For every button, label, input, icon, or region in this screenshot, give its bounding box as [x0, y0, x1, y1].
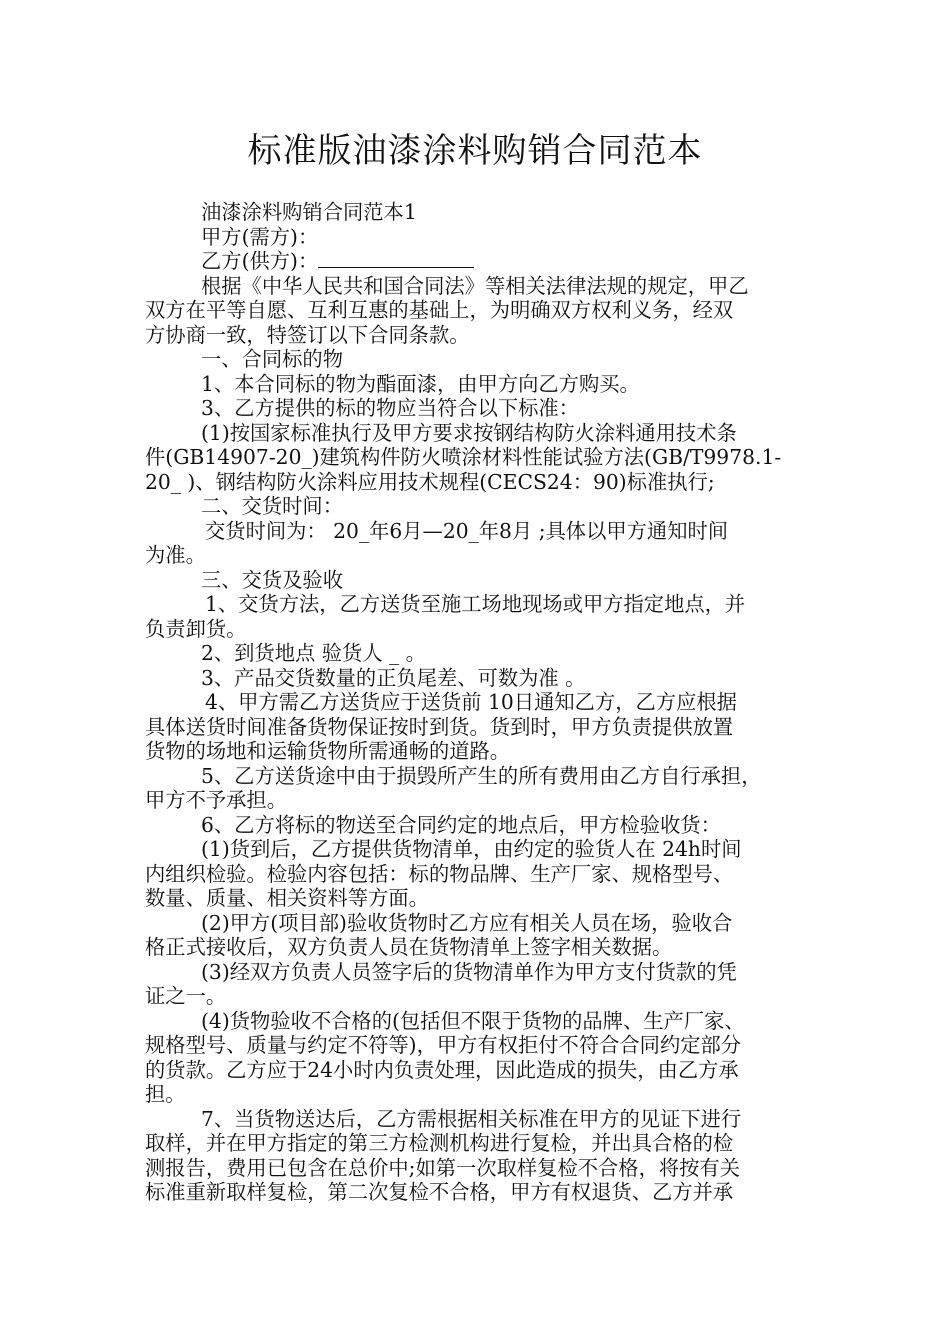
section-heading: 一、合同标的物 [201, 347, 343, 371]
paragraph-line: 规格型号、质量与约定不符等)，甲方有权拒付不符合合同约定部分 [145, 1033, 742, 1057]
paragraph-line: (2)甲方(项目部)验收货物时乙方应有相关人员在场，验收合 [201, 910, 733, 935]
paragraph-line: 货物的场地和运输货物所需通畅的道路。 [145, 739, 511, 763]
paragraph-line: (3)经双方负责人员签字后的货物清单作为甲方支付货款的凭 [201, 959, 737, 984]
party-b-line [145, 249, 820, 274]
paragraph-line: 标准重新取样复检，第二次复检不合格，甲方有权退货、乙方并承 [145, 1180, 734, 1204]
paragraph-line: 双方在平等自愿、互利互惠的基础上，为明确双方权利义务，经双 [145, 298, 734, 322]
paragraph-line: 件(GB14907-20_)建筑构件防火喷涂材料性能试验方法(GB/T9978.1- [145, 445, 782, 469]
section-heading: 三、交货及验收 [201, 567, 343, 592]
paragraph-line: 负责卸货。 [145, 616, 247, 641]
paragraph-line: 甲方不予承担。 [145, 788, 287, 812]
paragraph-line: 取样，并在甲方指定的第三方检测机构进行复检，并出具合格的检 [145, 1131, 734, 1155]
document-body [145, 200, 820, 1205]
paragraph-line: (1)货到后，乙方提供货物清单，由约定的验货人在 24h时间 [201, 837, 742, 861]
document-title: 标准版油漆涂料购销合同范本 [247, 131, 703, 171]
paragraph-line: 数量、质量、相关资料等方面。 [145, 886, 429, 910]
paragraph-line: 根据《中华人民共和国合同法》等相关法律法规的规定，甲乙 [201, 273, 749, 298]
paragraph-line: 6、乙方将标的物送至合同约定的地点后，甲方检验收货： [201, 812, 721, 837]
paragraph-line: 交货时间为： 20_年6月—20_年8月 ;具体以甲方通知时间 [205, 518, 729, 543]
paragraph-line: 具体送货时间准备货物保证按时到货。货到时，甲方负责提供放置 [145, 714, 734, 739]
paragraph-line: 4、甲方需乙方送货应于送货前 10日通知乙方，乙方应根据 [205, 690, 737, 714]
paragraph-line: (1)按国家标准执行及甲方要求按钢结构防火涂料通用技术条 [201, 420, 737, 445]
paragraph-line: 3、乙方提供的标的物应当符合以下标准： [201, 396, 579, 420]
paragraph-line: 证之一。 [145, 984, 227, 1008]
paragraph-line: 为准。 [145, 543, 206, 567]
paragraph-line: 1、交货方法，乙方送货至施工场地现场或甲方指定地点，并 [205, 592, 746, 616]
paragraph-line: 甲方(需方)： [201, 224, 319, 249]
section-heading: 二、交货时间： [201, 494, 343, 518]
paragraph-line: 1、本合同标的物为酯面漆，由甲方向乙方购买。 [201, 371, 640, 396]
paragraph-line: 测报告，费用已包含在总价中;如第一次取样复检不合格，将按有关 [145, 1155, 740, 1180]
party-b-label: 乙方(供方)： [201, 249, 319, 273]
paragraph-line: 2、到货地点 验货人 _ 。 [201, 641, 426, 665]
paragraph-line: 的货款。乙方应于24小时内负责处理，因此造成的损失，由乙方承 [145, 1057, 739, 1082]
paragraph-line: 油漆涂料购销合同范本1 [201, 200, 417, 224]
fill-in-blank [318, 249, 474, 268]
paragraph-line: 方协商一致，特签订以下合同条款。 [145, 322, 470, 347]
paragraph-line: 20_ )、钢结构防火涂料应用技术规程(CECS24：90)标准执行; [145, 469, 715, 494]
paragraph-line: 7、当货物送达后，乙方需根据相关标准在甲方的见证下进行 [201, 1106, 742, 1131]
paragraph-line: 5、乙方送货途中由于损毁所产生的所有费用由乙方自行承担， [201, 763, 762, 788]
paragraph-line: 内组织检验。检验内容包括：标的物品牌、生产厂家、规格型号、 [145, 861, 734, 886]
paragraph-line: 3、产品交货数量的正负尾差、可数为准 。 [201, 665, 586, 690]
paragraph-line: 格正式接收后，双方负责人员在货物清单上签字相关数据。 [145, 935, 673, 959]
paragraph-line: 担。 [145, 1082, 186, 1106]
paragraph-line: (4)货物验收不合格的(包括但不限于货物的品牌、生产厂家、 [201, 1008, 745, 1033]
